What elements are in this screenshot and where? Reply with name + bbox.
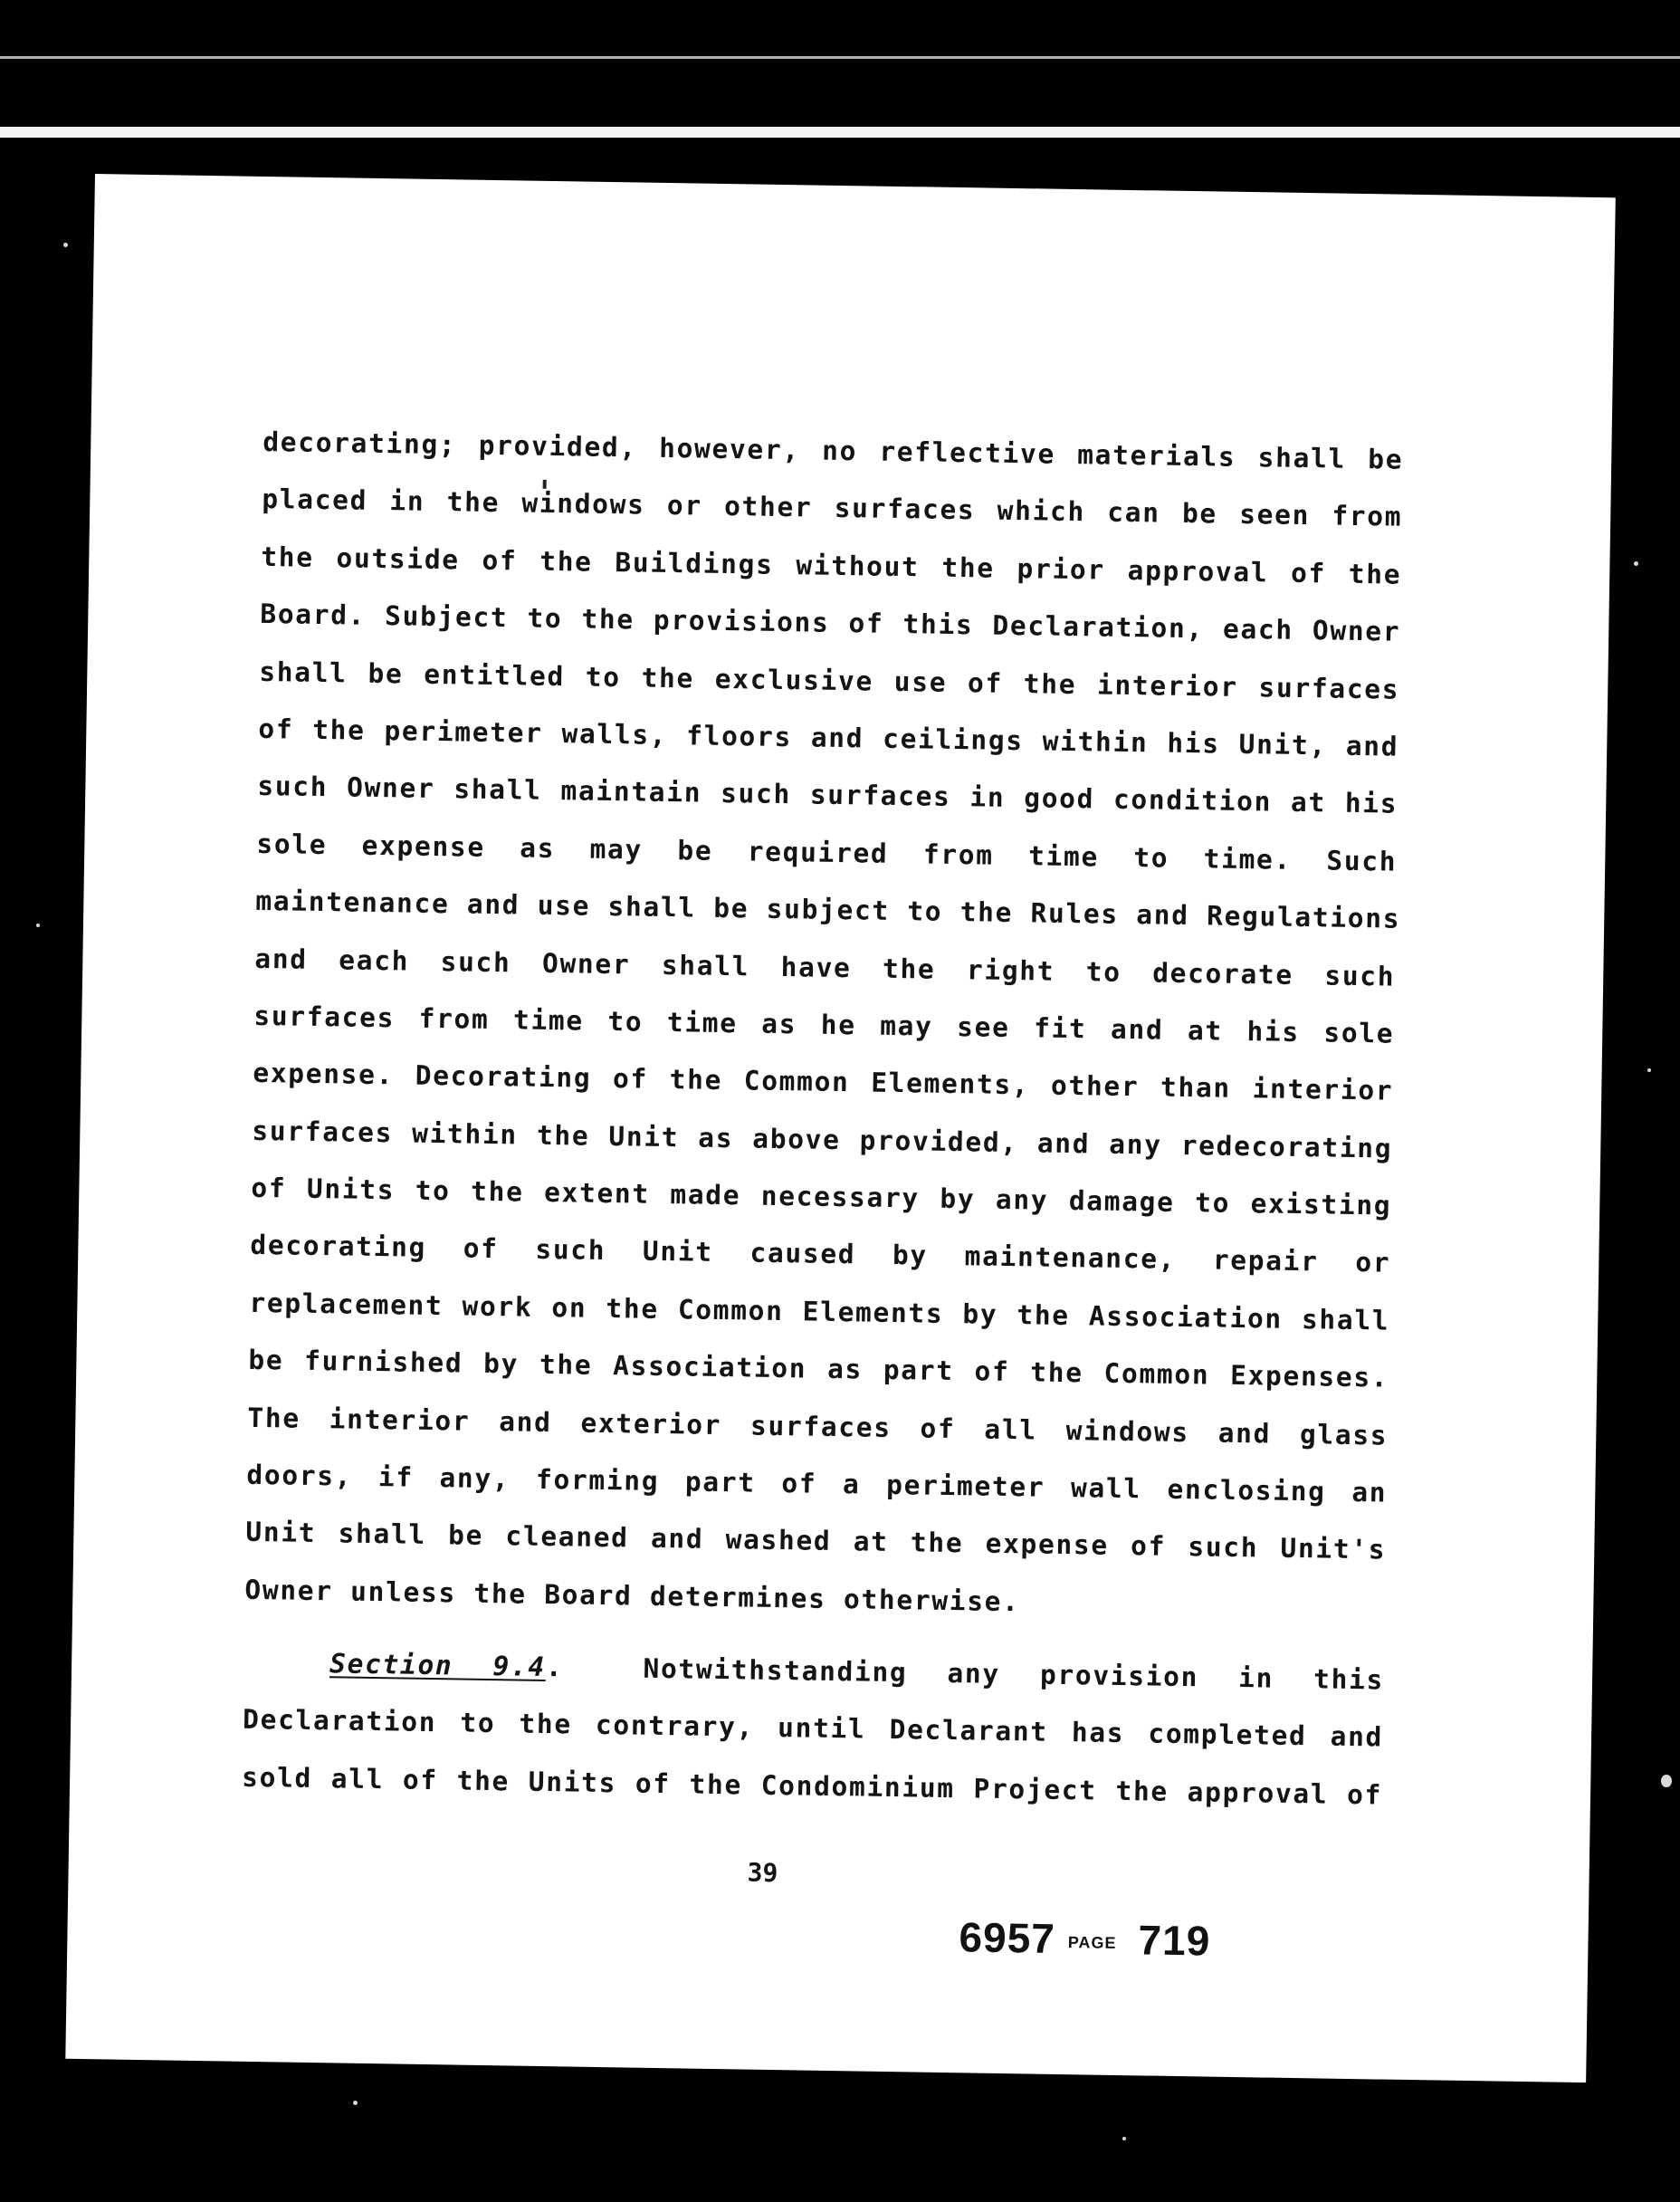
- paragraph-line: surfaces from time to time as he may see fit and at his sole: [253, 1000, 1395, 1049]
- body-paragraph: [244, 414, 1404, 1637]
- section-first-line-text: Notwithstanding any provision in this: [643, 1652, 1385, 1696]
- paragraph-line: shall be entitled to the exclusive use of the interior surfaces: [259, 656, 1400, 705]
- scan-top-band: [0, 0, 1680, 136]
- scan-speck: [1634, 561, 1638, 566]
- paragraph-line: replacement work on the Common Elements by the Association shall: [249, 1287, 1390, 1336]
- document-page: [65, 174, 1615, 2082]
- section-line: sold all of the Units of the Condominium Project the approval of: [241, 1761, 1383, 1811]
- scan-speck: [36, 924, 40, 927]
- paragraph-line: Owner unless the Board determines otherwise.: [244, 1574, 1020, 1618]
- section-line: Declaration to the contrary, until Declarant has completed and: [242, 1704, 1384, 1753]
- paragraph-line: the outside of the Buildings without the prior approval of the: [261, 541, 1402, 590]
- scan-speck: [63, 243, 68, 247]
- scan-speck: [1122, 2137, 1126, 2140]
- scan-top-thin-rule: [0, 56, 1680, 59]
- paragraph-line: expense. Decorating of the Common Elements, other than interior: [253, 1058, 1394, 1106]
- page-number: 39: [747, 1857, 778, 1889]
- scan-speck: [1661, 1775, 1672, 1787]
- paragraph-line: Board. Subject to the provisions of this Declaration, each Owner: [260, 598, 1401, 647]
- paragraph-line: Unit shall be cleaned and washed at the expense of such Unit's: [245, 1517, 1387, 1566]
- paragraph-line: maintenance and use shall be subject to the Rules and Regulations: [255, 886, 1401, 934]
- paragraph-line: and each such Owner shall have the right to decorate such: [254, 943, 1396, 992]
- book-page-stamp: [959, 1912, 1211, 1965]
- paragraph-line: surfaces within the Unit as above provided, and any redecorating: [252, 1115, 1393, 1164]
- scan-top-rule: [0, 127, 1680, 138]
- paragraph-line: sole expense as may be required from time to time. Such: [256, 828, 1398, 877]
- book-page-label: PAGE: [1067, 1933, 1117, 1952]
- paragraph-line: placed in the windows or other surfaces which can be seen from: [262, 483, 1403, 533]
- scan-speck: [353, 2101, 358, 2105]
- paragraph-line: decorating of such Unit caused by maintenance, repair or: [250, 1230, 1391, 1279]
- paragraph-line: doors, if any, forming part of a perimeter wall enclosing an: [246, 1459, 1388, 1508]
- paragraph-line: of Units to the extent made necessary by any damage to existing: [251, 1172, 1392, 1221]
- section-heading-period: .: [545, 1652, 564, 1683]
- paragraph-line: decorating; provided, however, no reflective materials shall be: [262, 426, 1404, 475]
- section-heading: Section 9.4: [329, 1648, 547, 1683]
- paragraph-line: be furnished by the Association as part of the Common Expenses.: [248, 1345, 1389, 1393]
- scan-speck: [1647, 1068, 1651, 1072]
- book-number: 6957: [959, 1913, 1056, 1962]
- book-page-number: 719: [1138, 1916, 1211, 1965]
- paragraph-line: The interior and exterior surfaces of all windows and glass: [247, 1402, 1389, 1451]
- section-paragraph: [242, 1634, 1385, 1824]
- paragraph-line: of the perimeter walls, floors and ceilings within his Unit, and: [258, 713, 1399, 762]
- paragraph-line: such Owner shall maintain such surfaces in good condition at his: [257, 771, 1398, 820]
